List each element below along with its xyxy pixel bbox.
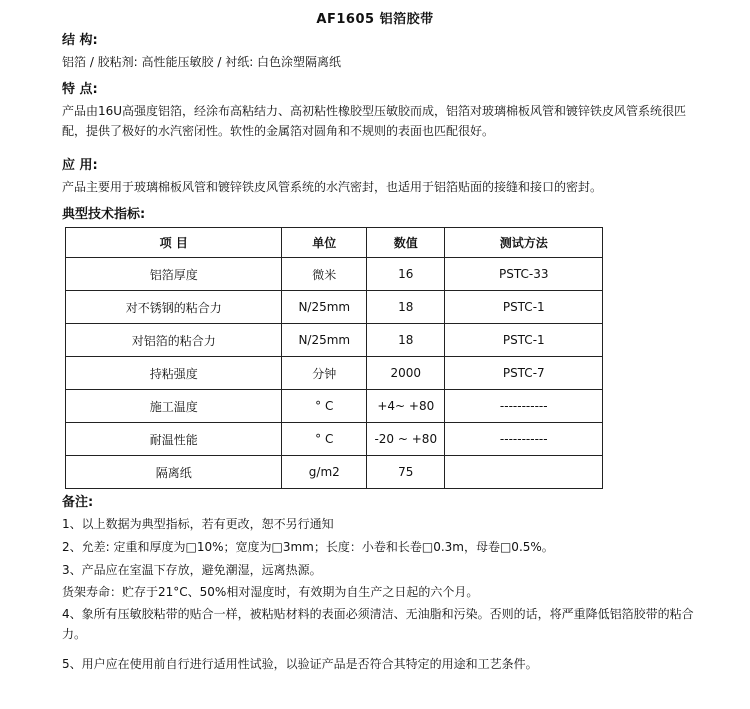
cell-method: ----------- [445,390,603,423]
cell-item: 对不锈钢的粘合力 [66,291,282,324]
note-item: 3、产品应在室温下存放，避免潮湿，远离热源。 [62,563,322,577]
table-row [66,390,603,423]
note-item: 2、允差: 定重和厚度为□10%；宽度为□3mm；长度：小卷和长卷□0.3m，母卷□0.5%。 [62,540,554,554]
cell-value: 16 [367,258,445,291]
cell-method: PSTC-1 [445,324,603,357]
header-value: 数值 [367,228,445,258]
cell-unit: ° C [282,390,367,423]
cell-method: ----------- [445,423,603,456]
table-row [66,456,603,489]
structure-heading: 结 构: [62,33,98,48]
features-text: 产品由16U高强度铝箔，经涂布高粘结力、高初粘性橡胶型压敏胶而成，铝箔对玻璃棉板风管和镀锌铁皮风管系统很匹配，提供了极好的水汽密闭性。软性的金属箔对圆角和不规则的表面也匹配很好。 [62,104,687,138]
cell-method: PSTC-1 [445,291,603,324]
table-row [66,291,603,324]
cell-value: 2000 [367,357,445,390]
cell-value: 18 [367,291,445,324]
cell-unit: N/25mm [282,291,367,324]
cell-unit: ° C [282,423,367,456]
table-row [66,423,603,456]
application-heading: 应 用: [62,158,98,173]
cell-item: 持粘强度 [66,357,282,390]
cell-value: +4~ +80 [367,390,445,423]
notes-heading: 备注: [62,495,94,510]
note-item: 货架寿命：贮存于21°C、50%相对湿度时，有效期为自生产之日起的六个月。 [62,585,479,599]
header-unit: 单位 [282,228,367,258]
cell-item: 施工温度 [66,390,282,423]
cell-unit: g/m2 [282,456,367,489]
cell-method [445,456,603,489]
note-item: 1、以上数据为典型指标，若有更改，恕不另行通知 [62,517,334,531]
table-row [66,324,603,357]
cell-item: 耐温性能 [66,423,282,456]
cell-item: 对铝箔的粘合力 [66,324,282,357]
application-text: 产品主要用于玻璃棉板风管和镀锌铁皮风管系统的水汽密封，也适用于铝箔贴面的接缝和接口的密封。 [62,180,603,194]
table-row [66,258,603,291]
features-heading: 特 点: [62,82,98,97]
cell-value: 18 [367,324,445,357]
cell-value: -20 ~ +80 [367,423,445,456]
table-row [66,357,603,390]
cell-item: 铝箔厚度 [66,258,282,291]
cell-method: PSTC-7 [445,357,603,390]
structure-text: 铝箔 / 胶粘剂: 高性能压敏胶 / 衬纸: 白色涂塑隔离纸 [62,55,342,69]
cell-unit: 分钟 [282,357,367,390]
specs-heading: 典型技术指标: [62,207,146,222]
document-title: AF1605 铝箔胶带 [316,12,434,27]
cell-item: 隔离纸 [66,456,282,489]
cell-value: 75 [367,456,445,489]
header-item: 项 目 [66,228,282,258]
note-item: 4、象所有压敏胶粘带的贴合一样，被粘贴材料的表面必须清洁、无油脂和污染。否则的话，将严重降低铝箔胶带的粘合力。 [62,607,694,641]
cell-unit: 微米 [282,258,367,291]
spec-table [65,227,603,489]
cell-method: PSTC-33 [445,258,603,291]
cell-unit: N/25mm [282,324,367,357]
header-test-method: 测试方法 [445,228,603,258]
spec-table-header-row [66,228,603,258]
note-item: 5、用户应在使用前自行进行适用性试验，以验证产品是否符合其特定的用途和工艺条件。 [62,657,538,671]
